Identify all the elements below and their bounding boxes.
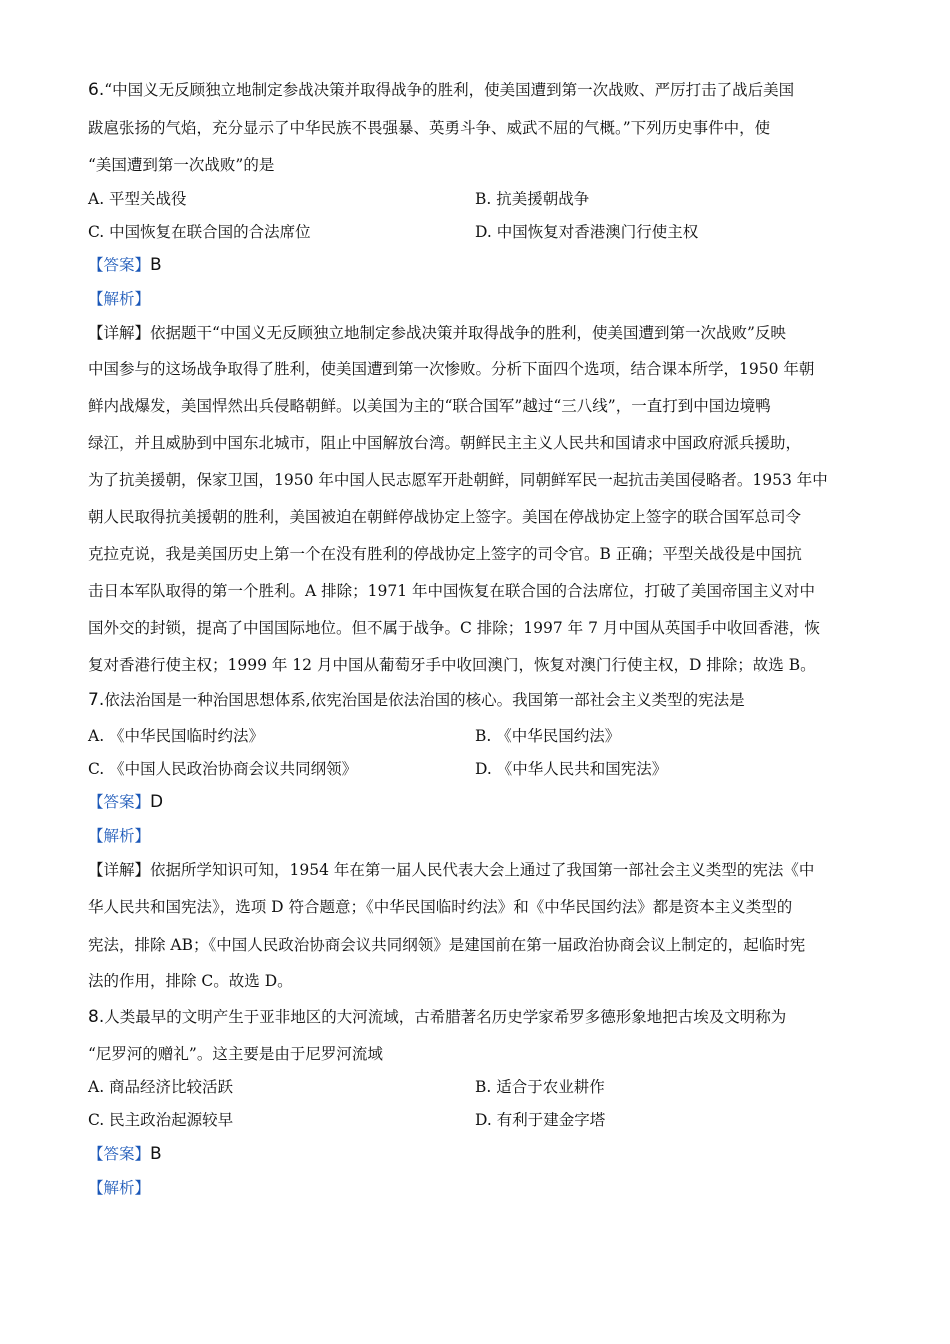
q6-detail-line-9: 国外交的封锁，提高了中国国际地位。但不属于战争。C 排除；1997 年 7 月中国从英国手中收回香港，恢 [88, 619, 820, 637]
q7-detail-line-2: 华人民共和国宪法》，选项 D 符合题意；《中华民国临时约法》和《中华民国约法》都是资本主义类型的 [88, 898, 793, 916]
answer-value: B [150, 1144, 162, 1164]
q8-option-c: C. 民主政治起源较早 [88, 1111, 234, 1129]
q8-number: 8. [88, 1007, 105, 1027]
q6-option-a: A. 平型关战役 [88, 190, 187, 208]
q8-option-d: D. 有利于建金字塔 [475, 1111, 606, 1129]
q7-option-b: B. 《中华民国约法》 [475, 727, 621, 745]
q6-detail-line-8: 击日本军队取得的第一个胜利。A 排除；1971 年中国恢复在联合国的合法席位，打破了美国帝国主义对中 [88, 582, 815, 600]
answer-value: D [150, 792, 164, 812]
answer-tag: 【答案】 [88, 1145, 151, 1163]
q6-stem-line-1: 6.“中国义无反顾独立地制定参战决策并取得战争的胜利，使美国遭到第一次战败、严厉打击了战后美国 [88, 80, 795, 100]
q6-analysis-tag: 【解析】 [88, 290, 151, 308]
q6-detail-line-1: 【详解】依据题干“中国义无反顾独立地制定参战决策并取得战争的胜利，使美国遭到第一次战败”反映 [88, 324, 786, 342]
q6-detail-line-10: 复对香港行使主权；1999 年 12 月中国从葡萄牙手中收回澳门，恢复对澳门行使主权，D 排除；故选 B。 [88, 656, 816, 674]
q8-answer [88, 1143, 162, 1165]
q7-option-c: C. 《中国人民政治协商会议共同纲领》 [88, 760, 358, 778]
q7-stem-line-1: 7.依法治国是一种治国思想体系,依宪治国是依法治国的核心。我国第一部社会主义类型的宪法是 [88, 690, 745, 710]
detail-tag: 【详解】 [88, 861, 151, 879]
q6-stem-line-2: 跋扈张扬的气焰，充分显示了中华民族不畏强暴、英勇斗争、威武不屈的气概。”下列历史事件中，使 [88, 119, 771, 137]
q6-number: 6. [88, 80, 105, 100]
answer-tag: 【答案】 [88, 256, 151, 274]
q8-option-b: B. 适合于农业耕作 [475, 1078, 605, 1096]
detail-tag: 【详解】 [88, 324, 151, 342]
q7-option-a: A. 《中华民国临时约法》 [88, 727, 265, 745]
answer-value: B [150, 255, 162, 275]
q8-stem-line-2: “尼罗河的赠礼”。这主要是由于尼罗河流域 [88, 1045, 383, 1063]
q6-option-d: D. 中国恢复对香港澳门行使主权 [475, 223, 699, 241]
q7-number: 7. [88, 690, 105, 710]
q6-detail-line-2: 中国参与的这场战争取得了胜利，使美国遭到第一次惨败。分析下面四个选项，结合课本所学，1950 年朝 [88, 360, 815, 378]
q7-detail-line-4: 法的作用，排除 C。故选 D。 [88, 972, 293, 990]
q8-option-a: A. 商品经济比较活跃 [88, 1078, 234, 1096]
q6-option-c: C. 中国恢复在联合国的合法席位 [88, 223, 311, 241]
q6-detail-line-6: 朝人民取得抗美援朝的胜利，美国被迫在朝鲜停战协定上签字。美国在停战协定上签字的联合国军总司令 [88, 508, 802, 526]
q7-analysis-tag: 【解析】 [88, 827, 151, 845]
q6-detail-line-7: 克拉克说，我是美国历史上第一个在没有胜利的停战协定上签字的司令官。B 正确；平型关战役是中国抗 [88, 545, 802, 563]
q6-answer [88, 254, 162, 276]
q7-detail-line-1: 【详解】依据所学知识可知，1954 年在第一届人民代表大会上通过了我国第一部社会主义类型的宪法《中 [88, 861, 815, 879]
answer-tag: 【答案】 [88, 793, 151, 811]
q8-analysis-tag: 【解析】 [88, 1179, 151, 1197]
q6-detail-line-3: 鲜内战爆发，美国悍然出兵侵略朝鲜。以美国为主的“联合国军”越过“三八线”，一直打到中国边境鸭 [88, 397, 771, 415]
q7-option-d: D. 《中华人民共和国宪法》 [475, 760, 668, 778]
q6-detail-line-4: 绿江，并且威胁到中国东北城市，阻止中国解放台湾。朝鲜民主主义人民共和国请求中国政府派兵援助， [88, 434, 802, 452]
q6-detail-line-5: 为了抗美援朝，保家卫国，1950 年中国人民志愿军开赴朝鲜，同朝鲜军民一起抗击美国侵略者。1953 年中 [88, 471, 828, 489]
q6-option-b: B. 抗美援朝战争 [475, 190, 590, 208]
q8-stem-line-1: 8.人类最早的文明产生于亚非地区的大河流域，古希腊著名历史学家希罗多德形象地把古埃及文明称为 [88, 1007, 787, 1027]
q7-detail-line-3: 宪法，排除 AB；《中国人民政治协商会议共同纲领》是建国前在第一届政治协商会议上制定的，起临时宪 [88, 936, 806, 954]
q6-stem-line-3: “美国遭到第一次战败”的是 [88, 156, 275, 174]
q7-answer [88, 791, 163, 813]
